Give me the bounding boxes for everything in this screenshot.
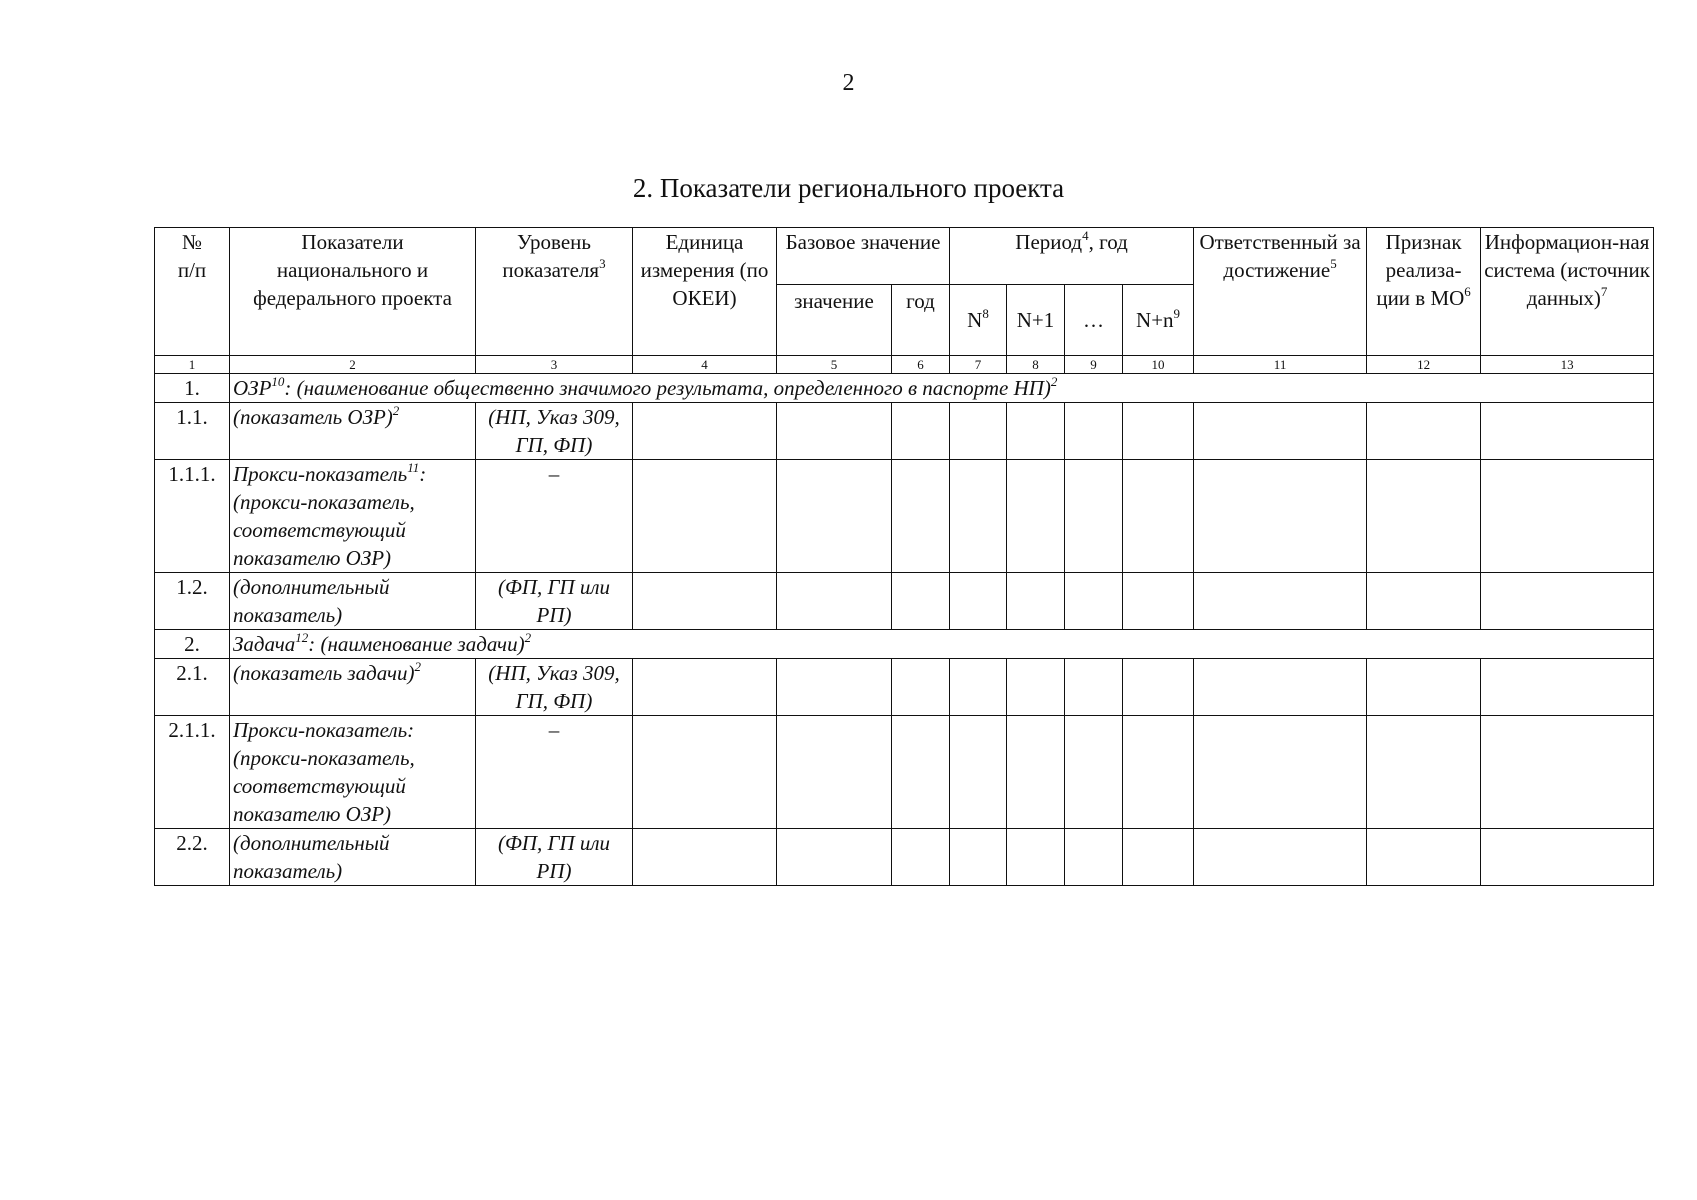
empty-cell <box>777 460 892 573</box>
indicator-name: (дополнительный показатель) <box>230 829 476 886</box>
empty-cell <box>950 716 1007 829</box>
empty-cell <box>950 829 1007 886</box>
header-infosys: Информацион-ная система (источник данных)$^7$ <box>1481 228 1654 356</box>
header-period-n: $N^8$ <box>950 285 1007 356</box>
empty-cell <box>950 460 1007 573</box>
indicator-name: Прокси-показатель: (прокси-показатель, соответствующий показателю ОЗР) <box>230 716 476 829</box>
empty-cell <box>1065 573 1123 630</box>
header-unit: Единица измерения (по ОКЕИ) <box>633 228 777 356</box>
empty-cell <box>1065 659 1123 716</box>
empty-cell <box>1194 403 1367 460</box>
empty-cell <box>1367 573 1481 630</box>
empty-cell <box>1065 403 1123 460</box>
header-base-year: год <box>892 285 950 356</box>
empty-cell <box>892 573 950 630</box>
empty-cell <box>777 659 892 716</box>
empty-cell <box>1065 716 1123 829</box>
empty-cell <box>1481 460 1654 573</box>
row-number: 1.1.1. <box>155 460 230 573</box>
header-base: Базовое значение <box>777 228 950 285</box>
header-num: № п/п <box>155 228 230 356</box>
empty-cell <box>1123 716 1194 829</box>
table-row-ozr <box>155 374 1654 403</box>
row-number: 2. <box>155 630 230 659</box>
row-number: 2.1.1. <box>155 716 230 829</box>
empty-cell <box>633 460 777 573</box>
empty-cell <box>1481 403 1654 460</box>
empty-cell <box>1481 829 1654 886</box>
header-base-value: значение <box>777 285 892 356</box>
table-header <box>155 228 1654 356</box>
empty-cell <box>1481 716 1654 829</box>
empty-cell <box>1481 659 1654 716</box>
indicator-level: (ФП, ГП или РП) <box>476 573 633 630</box>
header-period-ellipsis: … <box>1065 285 1123 356</box>
table-row <box>155 573 1654 630</box>
table-row <box>155 659 1654 716</box>
header-level: Уровень показателя$^3$ <box>476 228 633 356</box>
empty-cell <box>1007 403 1065 460</box>
empty-cell <box>1367 659 1481 716</box>
empty-cell <box>1123 829 1194 886</box>
empty-cell <box>1367 403 1481 460</box>
task-heading: Задача$^{12}$: (наименование задачи)$^2$ <box>230 630 1654 659</box>
indicator-level: (ФП, ГП или РП) <box>476 829 633 886</box>
indicator-name: Прокси-показатель$^{11}$: (прокси-показатель, соответствующий показателю ОЗР) <box>230 460 476 573</box>
empty-cell <box>1065 460 1123 573</box>
table-row <box>155 716 1654 829</box>
header-indicators: Показатели национального и федерального проекта <box>230 228 476 356</box>
column-number: 8 <box>1007 356 1065 374</box>
empty-cell <box>1123 460 1194 573</box>
table-row <box>155 460 1654 573</box>
column-number: 6 <box>892 356 950 374</box>
table-row-task <box>155 630 1654 659</box>
header-period-nn: $N+n^9$ <box>1123 285 1194 356</box>
empty-cell <box>1194 659 1367 716</box>
empty-cell <box>1007 829 1065 886</box>
column-number: 13 <box>1481 356 1654 374</box>
empty-cell <box>892 716 950 829</box>
empty-cell <box>633 403 777 460</box>
column-number: 11 <box>1194 356 1367 374</box>
empty-cell <box>633 573 777 630</box>
empty-cell <box>777 716 892 829</box>
column-number: 3 <box>476 356 633 374</box>
empty-cell <box>633 829 777 886</box>
header-period: Период$^4$, год <box>950 228 1194 285</box>
empty-cell <box>950 573 1007 630</box>
row-number: 2.1. <box>155 659 230 716</box>
empty-cell <box>1123 659 1194 716</box>
empty-cell <box>1007 716 1065 829</box>
section-title: 2. Показатели регионального проекта <box>632 173 1065 203</box>
empty-cell <box>950 659 1007 716</box>
empty-cell <box>1367 716 1481 829</box>
column-number: 7 <box>950 356 1007 374</box>
empty-cell <box>633 659 777 716</box>
table-row <box>155 403 1654 460</box>
empty-cell <box>892 460 950 573</box>
header-responsible: Ответственный за достижение$^5$ <box>1194 228 1367 356</box>
empty-cell <box>1065 829 1123 886</box>
indicator-level: – <box>476 716 633 829</box>
empty-cell <box>1123 403 1194 460</box>
empty-cell <box>1007 573 1065 630</box>
column-number: 4 <box>633 356 777 374</box>
indicators-table <box>154 227 1654 886</box>
table-row <box>155 829 1654 886</box>
column-number: 9 <box>1065 356 1123 374</box>
empty-cell <box>950 403 1007 460</box>
header-sign: Признак реализа-ции в $МО^6$ <box>1367 228 1481 356</box>
indicator-level: – <box>476 460 633 573</box>
column-number: 10 <box>1123 356 1194 374</box>
empty-cell <box>1123 573 1194 630</box>
empty-cell <box>1194 460 1367 573</box>
empty-cell <box>892 659 950 716</box>
indicator-name: (дополнительный показатель) <box>230 573 476 630</box>
column-numbers-row <box>155 356 1654 374</box>
empty-cell <box>633 716 777 829</box>
row-number: 2.2. <box>155 829 230 886</box>
empty-cell <box>1481 573 1654 630</box>
page-number: 2 <box>842 70 855 96</box>
empty-cell <box>1367 460 1481 573</box>
empty-cell <box>777 829 892 886</box>
indicator-level: (НП, Указ 309, ГП, ФП) <box>476 403 633 460</box>
row-number: 1.1. <box>155 403 230 460</box>
row-number: 1.2. <box>155 573 230 630</box>
column-number: 2 <box>230 356 476 374</box>
indicator-name: (показатель задачи)$^2$ <box>230 659 476 716</box>
empty-cell <box>1007 460 1065 573</box>
ozr-heading: ОЗР$^{10}$: (наименование общественно значимого результата, определенного в паспорте НП)$^2$ <box>230 374 1654 403</box>
row-number: 1. <box>155 374 230 403</box>
empty-cell <box>777 573 892 630</box>
indicator-level: (НП, Указ 309, ГП, ФП) <box>476 659 633 716</box>
empty-cell <box>1194 573 1367 630</box>
indicator-name: (показатель ОЗР)$^2$ <box>230 403 476 460</box>
empty-cell <box>1194 716 1367 829</box>
column-number: 1 <box>155 356 230 374</box>
empty-cell <box>1367 829 1481 886</box>
empty-cell <box>1194 829 1367 886</box>
empty-cell <box>777 403 892 460</box>
column-number: 12 <box>1367 356 1481 374</box>
empty-cell <box>1007 659 1065 716</box>
empty-cell <box>892 829 950 886</box>
header-period-n1: N+1 <box>1007 285 1065 356</box>
empty-cell <box>892 403 950 460</box>
column-number: 5 <box>777 356 892 374</box>
